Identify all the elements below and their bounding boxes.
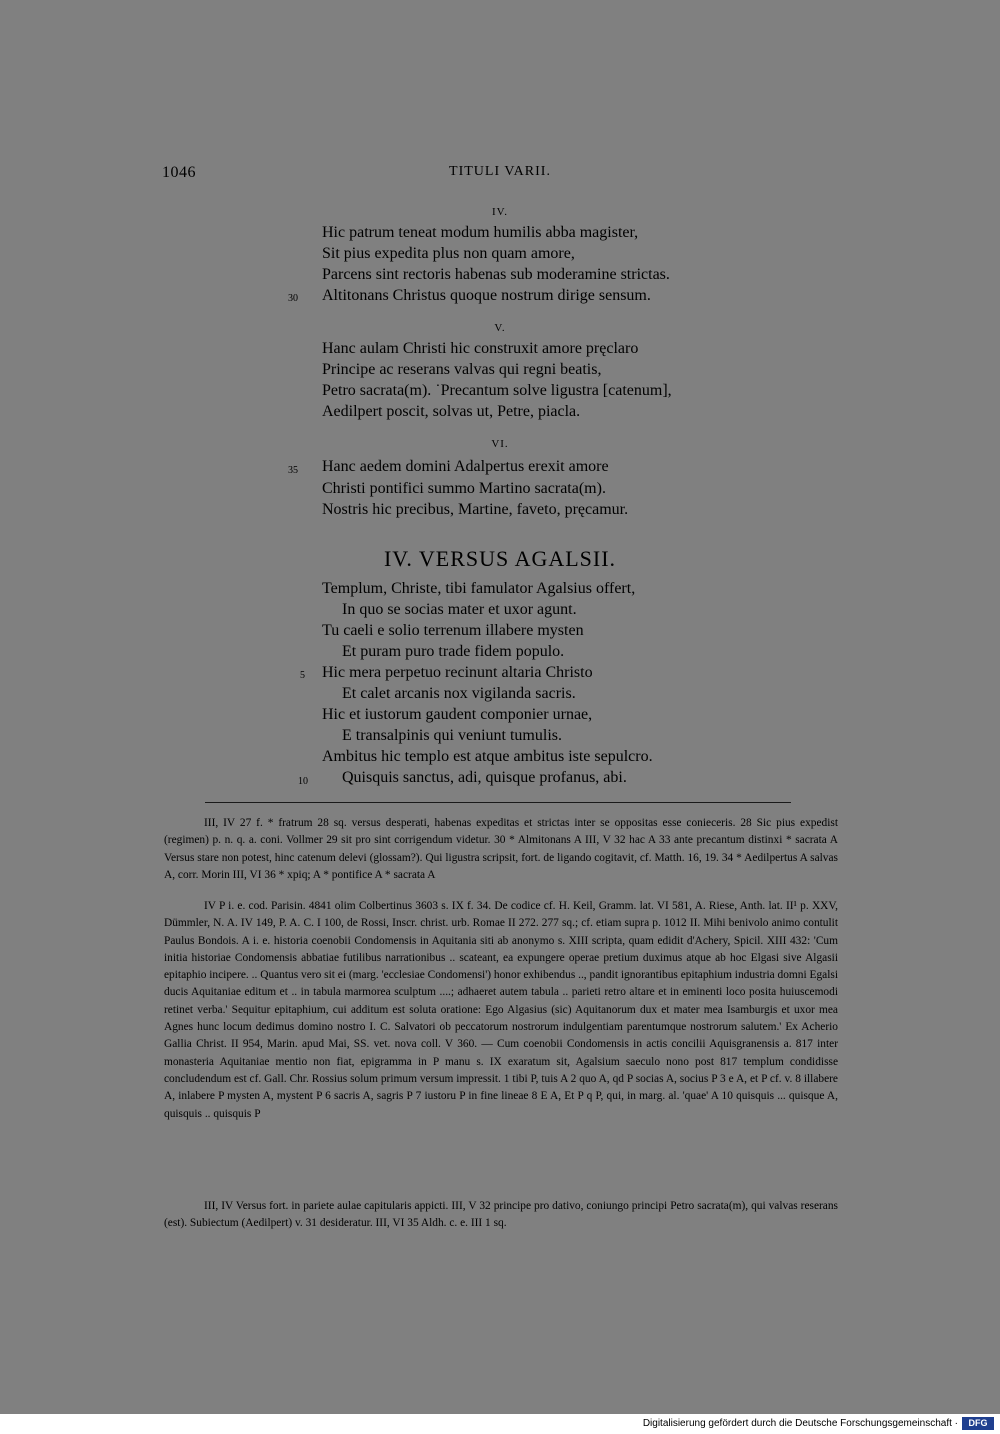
apparatus-note-2 [164,898,838,1123]
footnote-divider [205,802,791,803]
apparatus-text: IV P i. e. cod. Parisin. 4841 olim Colbertinus 3603 s. IX f. 34. De codice cf. H. Keil, Gramm. lat. VI 581, A. Riese, Anth. lat. II¹ p. XXV, Dümmler, N. A. IV 149, P. A. C. I 100, de Rossi, Inscr. christ. urb. Romae II 272. 277 sq.; cf. etiam supra p. 1012 II. Mihi benivolo animo contulit Paulus Bondois. A i. e. historia coenobii Condomensis in Aquitania siti ab anonymo s. XIII scripta, quam edidit d'Achery, Spicil. XIII 432: 'Cum initia historiae Condomensis abbatiae futilibus narrationibus .. scateant, ea expungere operae pretium duximus atque ab hoc Elgasi sive Algasii epitaphio incipere. .. Quantus vero sit ei (marg. 'ecclesiae Condomensi') honor exhibendus .., pandit ignorantibus epitaphium industria domni Egalsi ducis Aquitaniae editum et .. in tabula marmorea sculptum ....; adhaeret autem tabula .. parieti retro altare et in eminenti loco posita huiuscemodi retinet verba.' Sequitur epitaphium, cui additum est soluta oratione: Ego Algasius (sic) Aquitanorum dux et mater mea Isamburgis et uxor mea Agnes hunc locum dedimus domino nostro I. C. Salvatori ob peccatorum nostrorum indulgentiam parentumque nostrorum salutem.' Ex Acherio Gallia Christ. II 954, Marin. apud Mai, SS. vet. nova coll. V 360. — Cum coenobii Condomensis in actis concilii Aquisgranensis a. 817 inter monasteria Aquitaniae mentio non fiat, epigramma in P manu s. IX exaratum sit, Agalsium saeculo nono post 817 templum condidisse concludendum est cf. Gall. Chr. Rossius solum primum versum impressit. 1 tibi P, tuis A 2 quo A, qd P socias A, socius P 3 e A, et P cf. v. 8 illabere A, inlabere P mysten A, mystent P 6 sacris A, sagris P 7 iustoru P in fine lineae 8 E A, Et P q P, qui, in marg. al. 'quae' A 10 quisquis ... quisque A, quisquis .. quisquis P [164,900,838,1120]
verse-line: Hanc aedem domini Adalpertus erexit amore [322,458,609,475]
verse-line: Hic mera perpetuo recinunt altaria Christo [322,664,593,681]
funding-credit: Digitalisierung gefördert durch die Deutsche Forschungsgemeinschaft · [642,1418,958,1429]
running-title: TITULI VARII. [449,164,551,179]
verse-line: Et puram puro trade fidem populo. [342,643,565,660]
verse-line: Nostris hic precibus, Martine, faveto, pręcamur. [322,501,629,518]
section-numeral-vi: VI. [491,438,509,450]
section-numeral-v: V. [494,322,506,334]
line-number: 10 [298,776,308,787]
verse-line: Tu caeli e solio terrenum illabere mysten [322,622,584,639]
verse-line: Hic patrum teneat modum humilis abba magister, [322,224,639,241]
verse-line: In quo se socias mater et uxor agunt. [342,601,577,618]
running-header [162,164,838,186]
apparatus-text: III, IV 27 f. * fratrum 28 sq. versus desperati, habenas expeditas et strictas inter se oppositas esse conieceris. 28 Sic pius expedist (regimen) p. n. q. a. coni. Vollmer 29 sit pro sint corrigendum videtur. 30 * Almitonans A III, V 32 hac A 33 ante precantum distinxi * sacrata A Versus stare non potest, hinc catenum delevi (glossam?). Qui ligustra scripsit, fort. de ligando cogitavit, cf. Matth. 16, 19. 34 * Aedilpertus A salvas A, corr. Morin III, VI 36 * xpiq; A * pontifice A * sacrata A [164,817,838,881]
verse-line: Ambitus hic templo est atque ambitus iste sepulcro. [322,748,653,765]
verse-line: Principe ac reserans valvas qui regni beatis, [322,361,602,378]
commentary-note [164,1198,838,1233]
digitization-footer [0,1414,1000,1434]
verse-line: Christi pontifici summo Martino sacrata(m). [322,480,606,497]
section-heading: IV. VERSUS AGALSII. [383,546,617,571]
verse-line: E transalpinis qui veniunt tumulis. [342,727,562,744]
commentary-text: III, IV Versus fort. in pariete aulae capitularis appicti. III, V 32 principe pro dativo, coniungo principi Petro sacrata(m), qui valvas reserans (est). Subiectum (Aedilpert) v. 31 desideratur. III, VI 35 Aldh. c. e. III 1 sq. [164,1200,838,1230]
verse-line: Altitonans Christus quoque nostrum dirige sensum. [322,287,651,304]
page-number: 1046 [162,164,196,181]
verse-line: Sit pius expedita plus non quam amore, [322,245,575,262]
dfg-logo: DFG [962,1417,994,1430]
apparatus-note-1 [164,815,838,884]
verse-line: Hanc aulam Christi hic construxit amore pręclaro [322,340,639,357]
section-numeral-iv: IV. [492,206,508,218]
verse-line: Aedilpert poscit, solvas ut, Petre, piacla. [322,403,581,420]
verse-line: Petro sacrata(m). ˙Precantum solve ligustra [catenum], [322,382,672,399]
line-number: 35 [288,465,298,476]
verse-line: Quisquis sanctus, adi, quisque profanus, abi. [342,769,627,786]
verse-line: Et calet arcanis nox vigilanda sacris. [342,685,576,702]
line-number: 30 [288,293,298,304]
verse-line: Templum, Christe, tibi famulator Agalsius offert, [322,580,636,597]
verse-line: Hic et iustorum gaudent componier urnae, [322,706,593,723]
line-number: 5 [300,670,305,681]
verse-line: Parcens sint rectoris habenas sub moderamine strictas. [322,266,670,283]
